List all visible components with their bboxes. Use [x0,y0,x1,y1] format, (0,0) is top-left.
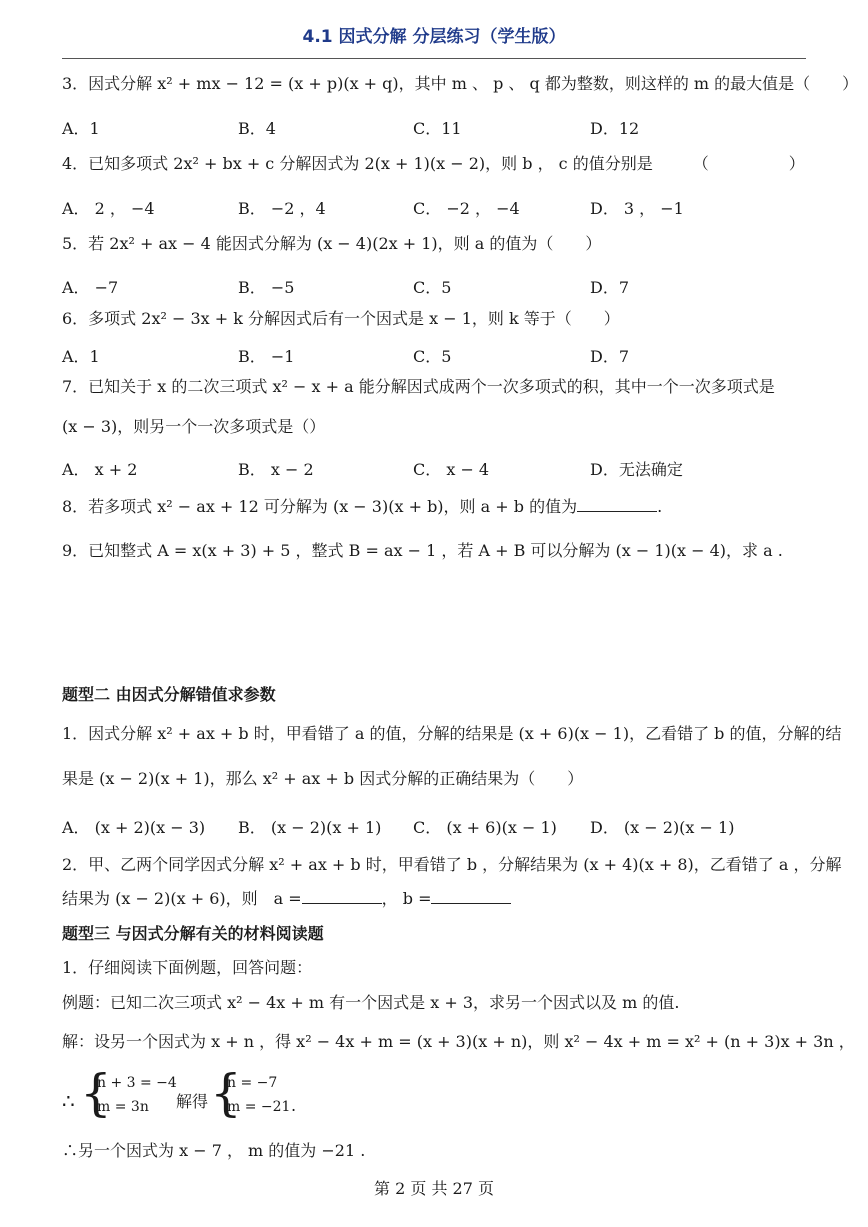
q6-option-c: C．5 [413,347,452,366]
answer-blank[interactable] [577,497,657,512]
q4-option-c: C． −2 ， −4 [413,199,520,218]
therefore-symbol: ∴ [62,1089,75,1113]
page-title: 4.1 因式分解 分层练习（学生版） [302,27,566,47]
q6-option-b: B． −1 [238,347,295,366]
section2-q1-line1: 1．因式分解 x² + ax + b 时，甲看错了 a 的值，分解的结果是 (x + 6)(x − 1)，乙看错了 b 的值，分解的结 [62,724,842,743]
q4-option-a: A． 2 ， −4 [62,199,155,218]
system1-bottom: m = 3n [97,1099,149,1115]
q5-option-c: C．5 [413,278,452,297]
q7-option-b: B． x − 2 [238,460,314,479]
question-7-text-line2: (x − 3)，则另一个一次多项式是（） [62,417,326,436]
section-2-title: 题型二 由因式分解错值求参数 [62,685,276,704]
section3-example: 例题：已知二次三项式 x² − 4x + m 有一个因式是 x + 3，求另一个因式以及 m 的值. [62,993,680,1012]
system2-bottom: m = −21 [227,1099,291,1115]
s2-q1-option-b: B． (x − 2)(x + 1) [238,818,382,837]
question-4-text: 4．已知多项式 2x² + bx + c 分解因式为 2(x + 1)(x − 2)，则 b ， c 的值分别是 （ ） [62,154,805,173]
q5-option-d: D．7 [590,278,630,297]
left-brace-1: { [80,1064,112,1122]
q7-option-c: C． x − 4 [413,460,490,479]
system1-top: n + 3 = −4 [97,1075,177,1091]
section3-solution: 解：设另一个因式为 x + n ，得 x² − 4x + m = (x + 3)(x + n)，则 x² − 4x + m = x² + (n + 3)x + 3n ， [62,1032,855,1051]
q6-option-d: D．7 [590,347,630,366]
q3-option-d: D．12 [590,119,640,138]
q3-option-b: B．4 [238,119,276,138]
question-7-text-line1: 7．已知关于 x 的二次三项式 x² − x + a 能分解因式成两个一次多项式的积，其中一个一次多项式是 [62,377,775,396]
q3-option-a: A．1 [62,119,100,138]
q4-option-b: B． −2 ，4 [238,199,326,218]
question-6-text: 6．多项式 2x² − 3x + k 分解因式后有一个因式是 x − 1，则 k 等于（ ） [62,309,620,328]
q5-option-b: B． −5 [238,278,295,297]
answer-blank-b[interactable] [431,889,511,904]
q7-option-a: A． x + 2 [62,460,138,479]
question-8-end: . [657,497,663,516]
section2-q2-line2 [62,889,511,908]
question-8-text: 8．若多项式 x² − ax + 12 可分解为 (x − 3)(x + b)，则 a + b 的值为 [62,497,578,516]
question-9-text: 9．已知整式 A = x(x + 3) + 5 ，整式 B = ax − 1 ，若 A + B 可以分解为 (x − 1)(x − 4)，求 a . [62,541,783,560]
left-brace-2: { [210,1064,242,1122]
system-end: . [291,1096,297,1115]
section-3-title: 题型三 与因式分解有关的材料阅读题 [62,924,324,943]
question-5-text: 5．若 2x² + ax − 4 能因式分解为 (x − 4)(2x + 1)，则 a 的值为（ ） [62,234,602,253]
s2-q2-text-b: ， b = [381,889,432,908]
q7-option-d: D．无法确定 [590,460,683,479]
q4-option-d: D． 3 ， −1 [590,199,684,218]
s2-q1-option-d: D． (x − 2)(x − 1) [590,818,735,837]
q5-option-a: A． −7 [62,278,119,297]
question-8 [62,497,662,516]
section3-q1: 1．仔细阅读下面例题，回答问题： [62,958,313,977]
s2-q2-text-a: 结果为 (x − 2)(x + 6)，则 a = [62,889,302,908]
header-divider [62,58,806,59]
s2-q1-option-a: A． (x + 2)(x − 3) [62,818,206,837]
section3-conclusion: ∴另一个因式为 x − 7 ， m 的值为 −21 . [62,1141,366,1160]
question-3-text: 3．因式分解 x² + mx − 12 = (x + p)(x + q)，其中 m 、 p 、 q 都为整数，则这样的 m 的最大值是（ ） [62,74,859,93]
page-number: 第 2 页 共 27 页 [374,1179,494,1198]
s2-q1-option-c: C． (x + 6)(x − 1) [413,818,557,837]
answer-blank-a[interactable] [302,889,382,904]
solve-word: 解得 [176,1092,209,1111]
section2-q1-line2: 果是 (x − 2)(x + 1)，那么 x² + ax + b 因式分解的正确结果为（ ） [62,769,584,788]
q3-option-c: C．11 [413,119,462,138]
q6-option-a: A．1 [62,347,100,366]
system2-top: n = −7 [227,1075,278,1091]
section2-q2-line1: 2．甲、乙两个同学因式分解 x² + ax + b 时，甲看错了 b ，分解结果为 (x + 4)(x + 8)，乙看错了 a ，分解 [62,855,842,874]
